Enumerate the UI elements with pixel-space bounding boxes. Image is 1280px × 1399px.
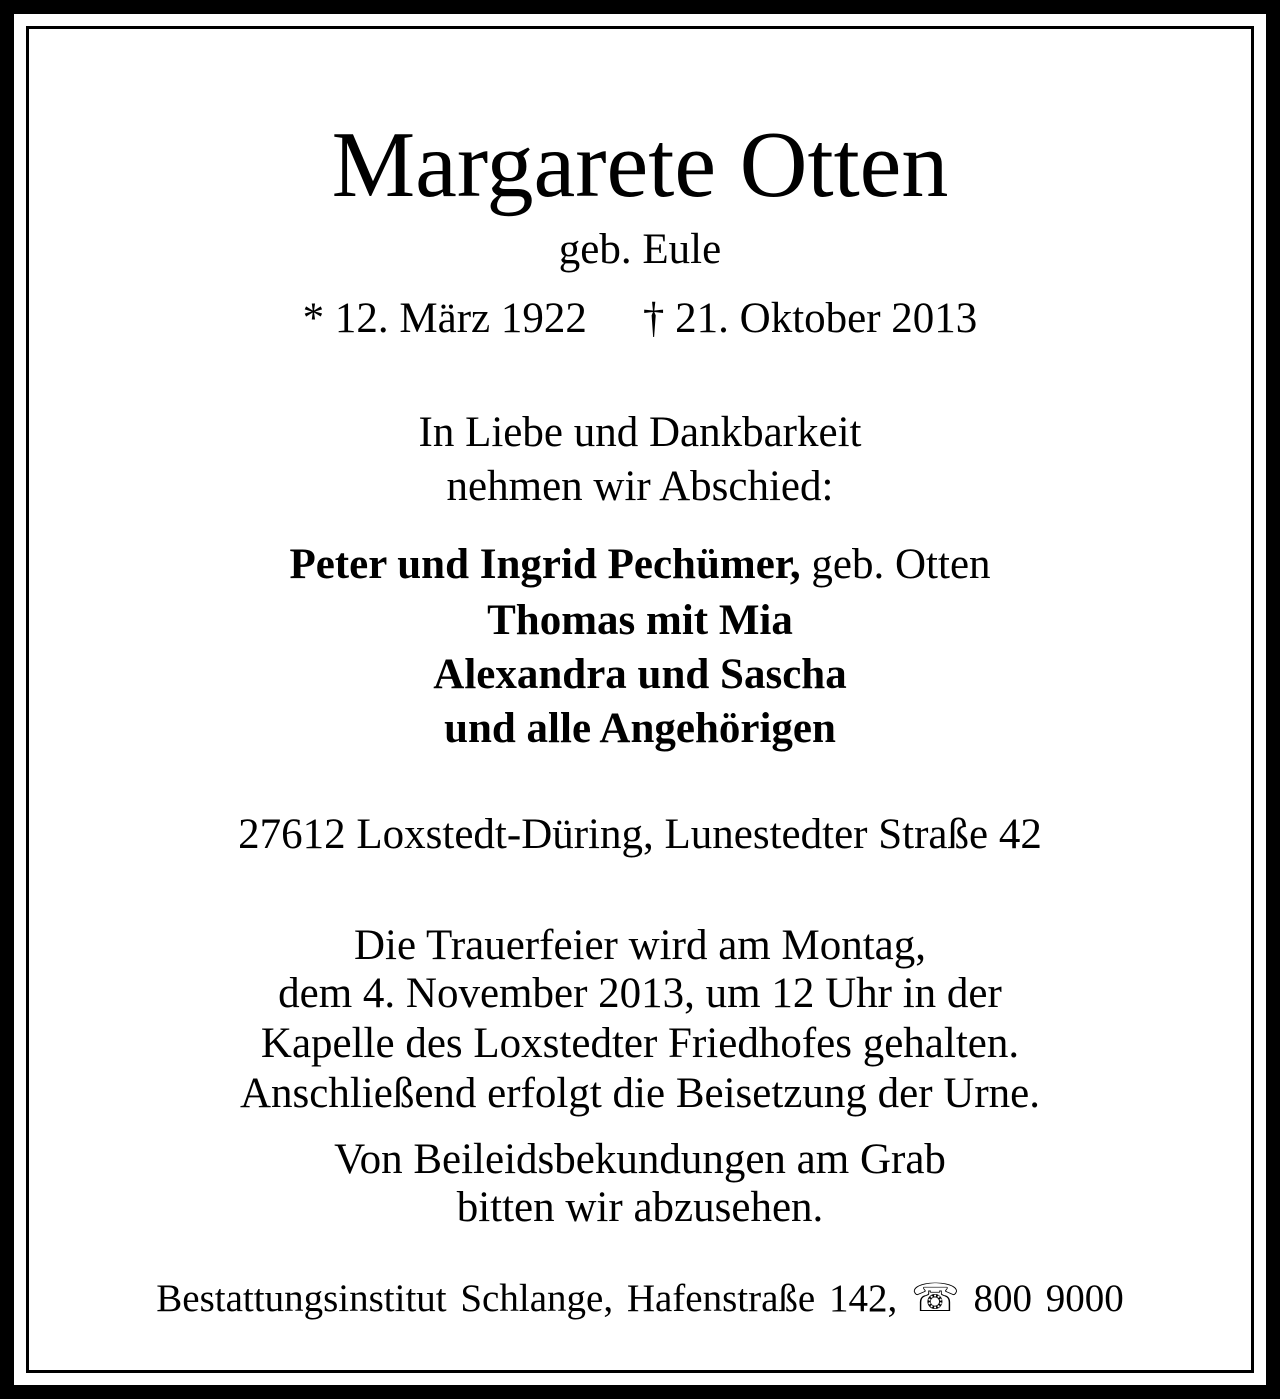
family-address: 27612 Loxstedt-Düring, Lunestedter Straße 42 [238, 811, 1042, 858]
mourner-line-2: Thomas mit Mia [487, 597, 793, 644]
farewell-line-2: nehmen wir Abschied: [446, 463, 834, 510]
condolence-line-2: bitten wir abzusehen. [456, 1184, 824, 1231]
deceased-name: Margarete Otten [331, 113, 949, 217]
service-line-4: Anschließend erfolgt die Beisetzung der Urne. [239, 1070, 1040, 1117]
service-line-2: dem 4. November 2013, um 12 Uhr in der [278, 970, 1002, 1017]
service-line-3: Kapelle des Loxstedter Friedhofes gehalten. [260, 1020, 1020, 1067]
death-date: † 21. Oktober 2013 [642, 295, 978, 342]
mourner-line-1 [0, 543, 1280, 586]
farewell-line-1: In Liebe und Dankbarkeit [418, 409, 862, 456]
mourner-line-4: und alle Angehörigen [444, 705, 836, 752]
life-dates [0, 297, 1280, 340]
undertaker-info: Bestattungsinstitut Schlange, Hafenstraße 142, ☏ 800 9000 [156, 1277, 1124, 1320]
service-line-1: Die Trauerfeier wird am Montag, [354, 922, 926, 969]
mourner-names: Peter und Ingrid Pechümer, [289, 541, 801, 588]
condolence-line-1: Von Beileidsbekundungen am Grab [334, 1136, 946, 1183]
mourner-maiden-name: geb. Otten [800, 541, 991, 588]
birth-date: * 12. März 1922 [302, 295, 587, 342]
mourner-line-3: Alexandra und Sascha [433, 651, 847, 698]
maiden-name: geb. Eule [558, 226, 722, 273]
